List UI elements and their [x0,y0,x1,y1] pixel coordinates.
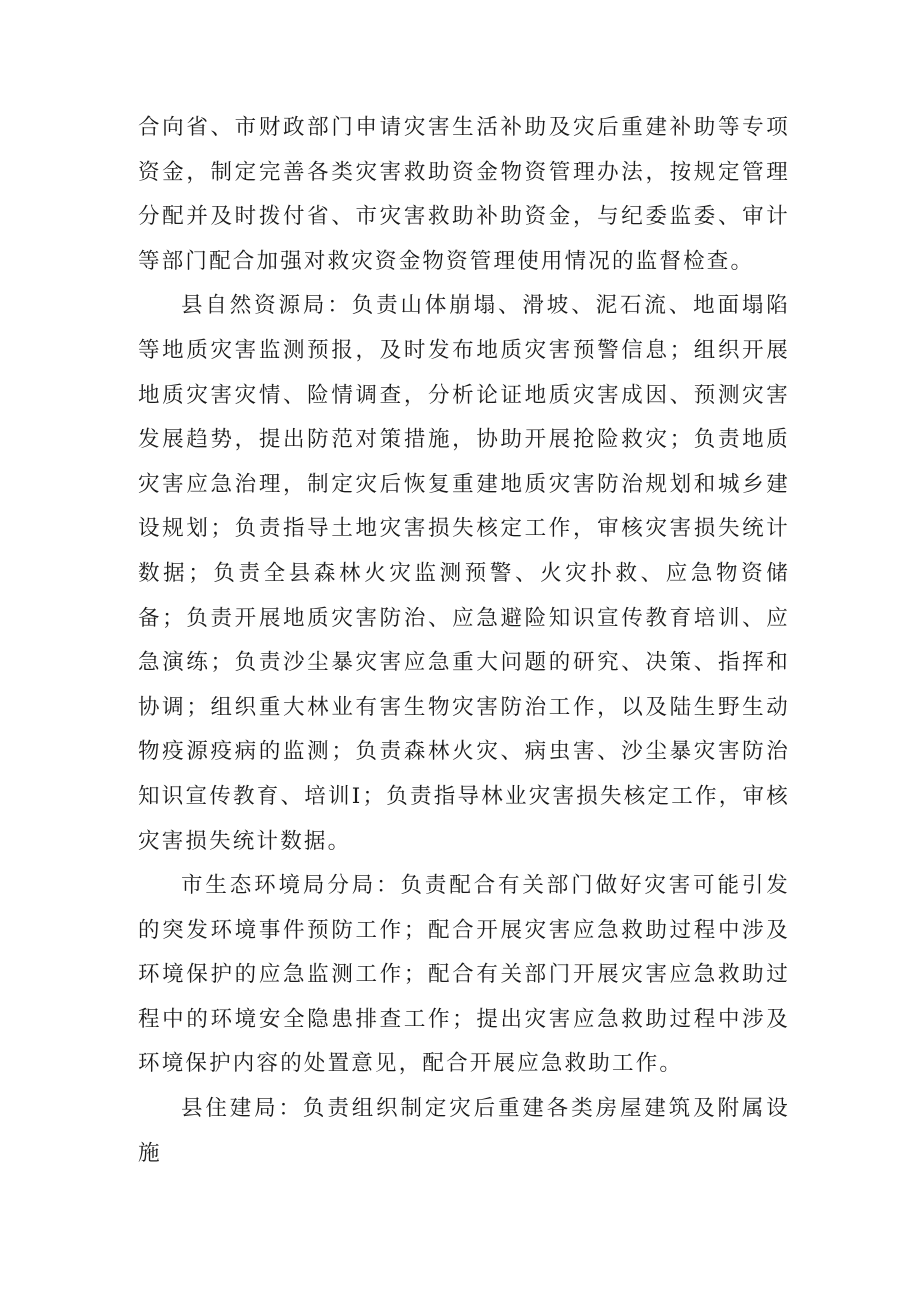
paragraph-housing-construction-bureau: 县住建局：负责组织制定灾后重建各类房屋建筑及附属设施 [138,1096,790,1166]
paragraph-natural-resources-bureau: 县自然资源局：负责山体崩塌、滑坡、泥石流、地面塌陷等地质灾害监测预报，及时发布地质灾害预警信息；组织开展地质灾害灾情、险情调查，分析论证地质灾害成因、预测灾害发展趋势，提出防范对策措施，协助开展抢险救灾；负责地质灾害应急治理，制定灾后恢复重建地质灾害防治规划和城乡建设规划；负责指导土地灾害损失核定工作，审核灾害损失统计数据；负责全县森林火灾监测预警、火灾扑救、应急物资储备；负责开展地质灾害防治、应急避险知识宣传教育培训、应急演练；负责沙尘暴灾害应急重大问题的研究、决策、指挥和协调；组织重大林业有害生物灾害防治工作，以及陆生野生动物疫源疫病的监测；负责森林火灾、病虫害、沙尘暴灾害防治知识宣传教育、培训I；负责指导林业灾害损失核定工作，审核灾害损失统计数据。 [138,293,790,854]
paragraph-finance-continued: 合向省、市财政部门申请灾害生活补助及灾后重建补助等专项资金，制定完善各类灾害救助资金物资管理办法，按规定管理分配并及时拨付省、市灾害救助补助资金，与纪委监委、审计等部门配合加强对救灾资金物资管理使用情况的监督检查。 [138,115,790,274]
document-body [138,106,790,1176]
paragraph-ecology-environment-bureau: 市生态环境局分局：负责配合有关部门做好灾害可能引发的突发环境事件预防工作；配合开展灾害应急救助过程中涉及环境保护的应急监测工作；配合有关部门开展灾害应急救助过程中的环境安全隐患排查工作；提出灾害应急救助过程中涉及环境保护内容的处置意见，配合开展应急救助工作。 [138,873,790,1077]
